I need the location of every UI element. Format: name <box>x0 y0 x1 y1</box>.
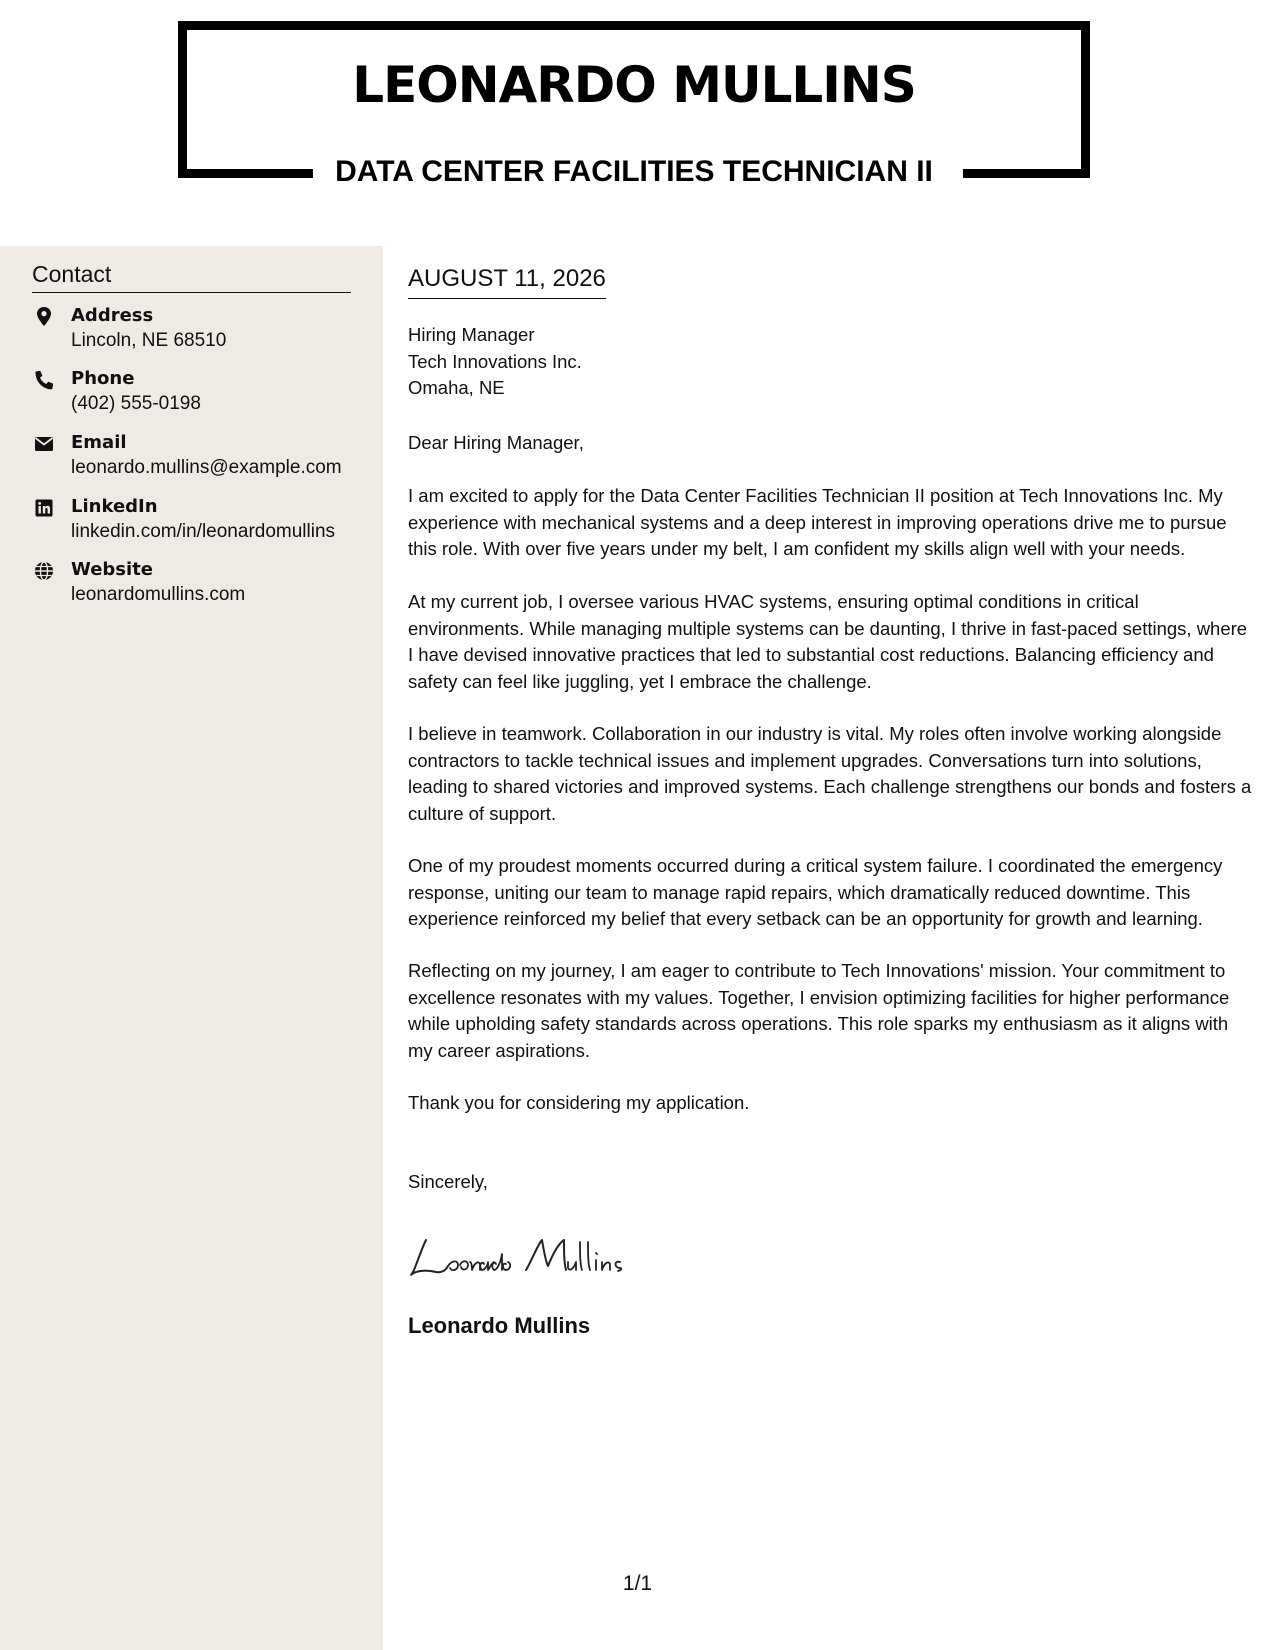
map-pin-icon <box>32 306 58 328</box>
phone-value: (402) 555-0198 <box>71 393 201 414</box>
closing: Sincerely, <box>408 1171 488 1192</box>
contact-label: LinkedIn <box>71 496 158 517</box>
paragraph-5: Reflecting on my journey, I am eager to contribute to Tech Innovations' mission. Your commitment to excellence resonates with my values. Together, I envision optimizing facilities for higher performance while upholding safety standards across operations. This role sparks my enthusiasm as it aligns with my career aspirations. <box>408 960 1230 1061</box>
recipient-location: Omaha, NE <box>408 377 505 398</box>
handwritten-signature <box>408 1232 678 1285</box>
contact-heading: Contact <box>32 262 351 293</box>
email-icon <box>32 433 58 455</box>
salutation: Dear Hiring Manager, <box>408 432 584 453</box>
website-value[interactable]: leonardomullins.com <box>71 584 246 605</box>
page-number: 1/1 <box>622 1572 653 1595</box>
paragraph-3: I believe in teamwork. Collaboration in our industry is vital. My roles often involve working alongside contractors to tackle technical issues and implement upgrades. Conversations turn into solutions, leading to shared victories and improved systems. Each challenge strengthens our bonds and fosters a culture of support. <box>408 723 1252 824</box>
address-value: Lincoln, NE 68510 <box>71 330 227 351</box>
applicant-name: LEONARDO MULLINS <box>352 56 916 114</box>
job-title: DATA CENTER FACILITIES TECHNICIAN II <box>335 155 933 188</box>
recipient-company: Tech Innovations Inc. <box>408 350 582 372</box>
recipient-title: Hiring Manager <box>408 324 535 345</box>
paragraph-closing-thanks: Thank you for considering my application. <box>408 1092 750 1113</box>
contact-label: Website <box>71 559 154 580</box>
email-value[interactable]: leonardo.mullins@example.com <box>71 457 342 478</box>
signer-name: Leonardo Mullins <box>408 1313 591 1338</box>
paragraph-2: At my current job, I oversee various HVAC systems, ensuring optimal conditions in critical environments. While managing multiple systems can be daunting, I thrive in fast-paced settings, where I have devised innovative practices that led to substantial cost reductions. Balancing efficiency and safety can feel like juggling, yet I embrace the challenge. <box>408 591 1248 692</box>
globe-icon <box>32 560 58 582</box>
linkedin-value[interactable]: linkedin.com/in/leonardomullins <box>71 521 336 542</box>
recipient-block <box>408 322 582 402</box>
linkedin-icon <box>32 497 58 519</box>
contact-label: Address <box>71 305 154 326</box>
paragraph-1: I am excited to apply for the Data Center Facilities Technician II position at Tech Innovations Inc. My experience with mechanical systems and a deep interest in improving operations drive me to pursue this role. With over five years under my belt, I am confident my skills align well with your needs. <box>408 485 1227 559</box>
contact-label: Phone <box>71 368 135 389</box>
paragraph-4: One of my proudest moments occurred during a critical system failure. I coordinated the emergency response, uniting our team to manage rapid repairs, which dramatically reduced downtime. This experience reinforced my belief that every setback can be an opportunity for growth and learning. <box>408 855 1223 929</box>
phone-icon <box>32 369 58 391</box>
letter-date: AUGUST 11, 2026 <box>408 266 606 299</box>
contact-label: Email <box>71 432 127 453</box>
